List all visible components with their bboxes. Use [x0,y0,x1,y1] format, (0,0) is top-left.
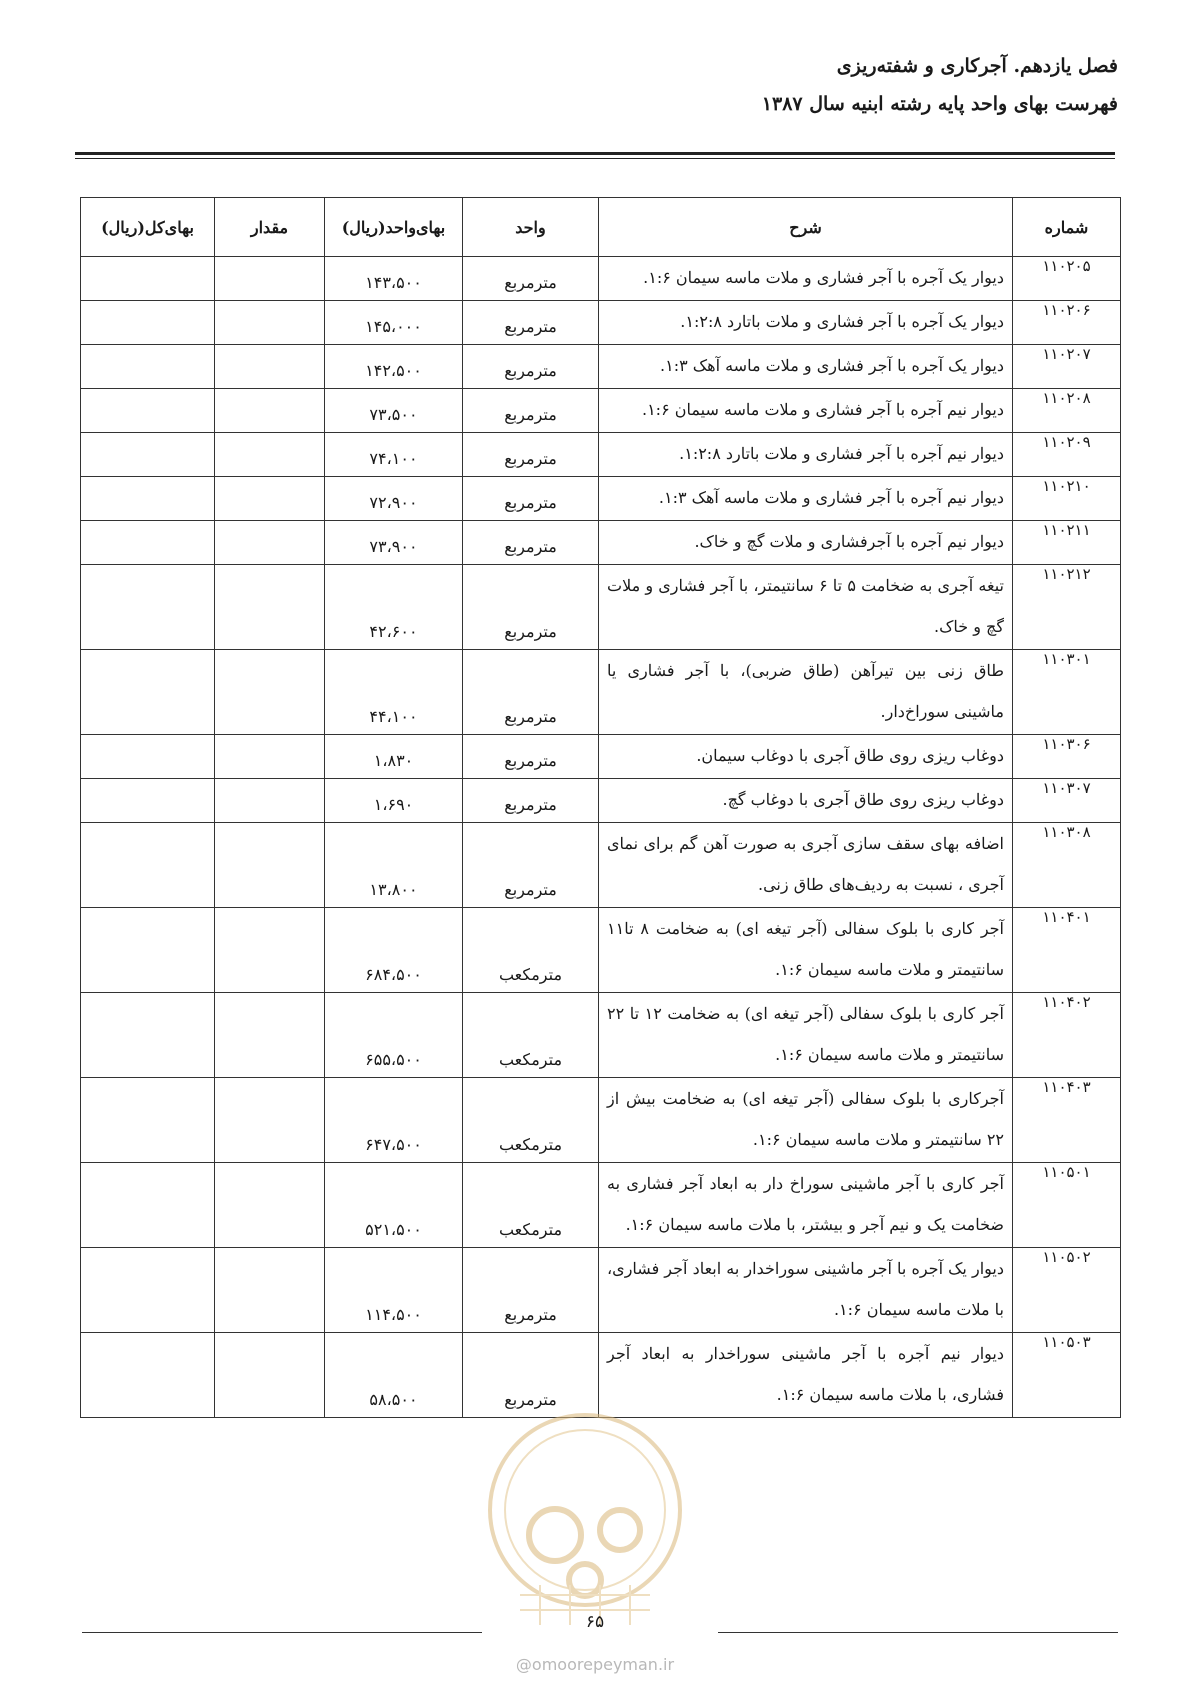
cell-quantity [215,993,325,1078]
cell-quantity [215,650,325,735]
cell-total-price [81,477,215,521]
cell-unit-price: ۱۴۲،۵۰۰ [325,345,463,389]
cell-quantity [215,389,325,433]
cell-total-price [81,823,215,908]
cell-quantity [215,433,325,477]
cell-total-price [81,1163,215,1248]
cell-unit: مترمکعب [463,1078,599,1163]
table-row [81,477,1121,521]
cell-unit: مترمربع [463,1248,599,1333]
table-row [81,301,1121,345]
cell-total-price [81,650,215,735]
cell-unit: مترمربع [463,1333,599,1418]
cell-number: ۱۱۰۲۰۶ [1013,301,1121,345]
cell-unit-price: ۷۴،۱۰۰ [325,433,463,477]
cell-unit-price: ۱۳،۸۰۰ [325,823,463,908]
cell-description: دیوار نیم آجره با آجر فشاری و ملات ماسه سیمان ۱:۶. [599,389,1013,433]
cell-unit: مترمکعب [463,1163,599,1248]
cell-description: آجرکاری با بلوک سفالی (آجر تیغه ای) به ضخامت بیش از ۲۲ سانتیمتر و ملات ماسه سیمان ۱:۶. [599,1078,1013,1163]
cell-number: ۱۱۰۲۰۹ [1013,433,1121,477]
page-header [72,52,1118,118]
cell-quantity [215,1333,325,1418]
cell-total-price [81,433,215,477]
publisher-seal-watermark [480,1405,690,1635]
cell-description: دیوار یک آجره با آجر فشاری و ملات باتارد ۱:۲:۸. [599,301,1013,345]
cell-quantity [215,565,325,650]
cell-unit: مترمربع [463,565,599,650]
cell-quantity [215,257,325,301]
cell-total-price [81,301,215,345]
cell-number: ۱۱۰۲۱۰ [1013,477,1121,521]
cell-description: طاق زنی بین تیرآهن (طاق ضربی)، با آجر فشاری یا ماشینی سوراخ‌دار. [599,650,1013,735]
cell-unit: مترمربع [463,257,599,301]
table-row [81,433,1121,477]
table-row [81,735,1121,779]
cell-unit-price: ۴۲،۶۰۰ [325,565,463,650]
table-row [81,1078,1121,1163]
cell-unit: مترمربع [463,477,599,521]
footer-rule-left [82,1632,482,1633]
table-header-row [81,198,1121,257]
cell-description: آجر کاری با بلوک سفالی (آجر تیغه ای) به ضخامت ۸ تا۱۱ سانتیمتر و ملات ماسه سیمان ۱:۶. [599,908,1013,993]
header-unit: واحد [463,198,599,257]
cell-unit: مترمربع [463,345,599,389]
cell-unit-price: ۷۳،۵۰۰ [325,389,463,433]
cell-quantity [215,735,325,779]
cell-quantity [215,301,325,345]
cell-description: دیوار نیم آجره با آجر ماشینی سوراخدار به ابعاد آجر فشاری، با ملات ماسه سیمان ۱:۶. [599,1333,1013,1418]
header-number: شماره [1013,198,1121,257]
table-row [81,1163,1121,1248]
table-row [81,257,1121,301]
cell-total-price [81,1078,215,1163]
cell-unit-price: ۷۲،۹۰۰ [325,477,463,521]
cell-number: ۱۱۰۲۰۸ [1013,389,1121,433]
cell-number: ۱۱۰۳۰۸ [1013,823,1121,908]
table-row [81,565,1121,650]
table-row [81,779,1121,823]
cell-unit-price: ۶۵۵،۵۰۰ [325,993,463,1078]
cell-number: ۱۱۰۴۰۳ [1013,1078,1121,1163]
page-number: ۶۵ [585,1612,605,1632]
cell-total-price [81,1333,215,1418]
cell-unit-price: ۴۴،۱۰۰ [325,650,463,735]
table-row [81,1248,1121,1333]
cell-number: ۱۱۰۳۰۱ [1013,650,1121,735]
cell-unit-price: ۶۴۷،۵۰۰ [325,1078,463,1163]
cell-number: ۱۱۰۲۰۵ [1013,257,1121,301]
cell-description: آجر کاری با بلوک سفالی (آجر تیغه ای) به ضخامت ۱۲ تا ۲۲ سانتیمتر و ملات ماسه سیمان ۱:۶. [599,993,1013,1078]
cell-quantity [215,345,325,389]
cell-unit-price: ۱۱۴،۵۰۰ [325,1248,463,1333]
cell-quantity [215,908,325,993]
table-row [81,650,1121,735]
cell-description: دیوار یک آجره با آجر ماشینی سوراخدار به ابعاد آجر فشاری، با ملات ماسه سیمان ۱:۶. [599,1248,1013,1333]
cell-total-price [81,1248,215,1333]
cell-unit-price: ۵۸،۵۰۰ [325,1333,463,1418]
cell-total-price [81,257,215,301]
table-row [81,521,1121,565]
cell-total-price [81,993,215,1078]
cell-quantity [215,823,325,908]
cell-total-price [81,389,215,433]
table-row [81,993,1121,1078]
cell-number: ۱۱۰۲۰۷ [1013,345,1121,389]
document-title: فهرست بهای واحد پایه رشته ابنیه سال ۱۳۸۷ [761,93,1118,115]
header-description: شرح [599,198,1013,257]
cell-unit: مترمربع [463,735,599,779]
cell-unit: مترمکعب [463,908,599,993]
watermark-url: @omoorepeyman.ir [515,1655,675,1674]
cell-unit: مترمربع [463,521,599,565]
table-row [81,908,1121,993]
table-row [81,345,1121,389]
cell-description: اضافه بهای سقف سازی آجری به صورت آهن گم برای نمای آجری ، نسبت به ردیف‌های طاق زنی. [599,823,1013,908]
cell-description: دیوار یک آجره با آجر فشاری و ملات ماسه سیمان ۱:۶. [599,257,1013,301]
cell-quantity [215,779,325,823]
header-quantity: مقدار [215,198,325,257]
header-divider-thick [75,152,1115,155]
cell-total-price [81,565,215,650]
cell-unit-price: ۵۲۱،۵۰۰ [325,1163,463,1248]
cell-unit: مترمربع [463,650,599,735]
cell-quantity [215,1248,325,1333]
cell-description: دیوار نیم آجره با آجرفشاری و ملات گچ و خاک. [599,521,1013,565]
cell-unit: مترمکعب [463,993,599,1078]
cell-description: دیوار یک آجره با آجر فشاری و ملات ماسه آهک ۱:۳. [599,345,1013,389]
header-divider-thin [75,158,1115,159]
cell-description: آجر کاری با آجر ماشینی سوراخ دار به ابعاد آجر فشاری به ضخامت یک و نیم آجر و بیشتر، با ملات ماسه سیمان ۱:۶. [599,1163,1013,1248]
cell-total-price [81,908,215,993]
cell-quantity [215,477,325,521]
cell-description: دوغاب ریزی روی طاق آجری با دوغاب گچ. [599,779,1013,823]
cell-number: ۱۱۰۴۰۱ [1013,908,1121,993]
cell-number: ۱۱۰۳۰۷ [1013,779,1121,823]
cell-unit-price: ۱۴۵،۰۰۰ [325,301,463,345]
cell-number: ۱۱۰۴۰۲ [1013,993,1121,1078]
cell-description: دیوار نیم آجره با آجر فشاری و ملات باتارد ۱:۲:۸. [599,433,1013,477]
cell-total-price [81,345,215,389]
cell-quantity [215,1163,325,1248]
table-body [81,257,1121,1418]
cell-number: ۱۱۰۵۰۳ [1013,1333,1121,1418]
cell-unit: مترمربع [463,823,599,908]
cell-number: ۱۱۰۲۱۱ [1013,521,1121,565]
cell-total-price [81,779,215,823]
cell-total-price [81,521,215,565]
cell-unit: مترمربع [463,301,599,345]
table-row [81,389,1121,433]
cell-description: دوغاب ریزی روی طاق آجری با دوغاب سیمان. [599,735,1013,779]
cell-unit: مترمربع [463,779,599,823]
price-list-table [80,197,1121,1418]
cell-unit: مترمربع [463,433,599,477]
cell-quantity [215,1078,325,1163]
cell-unit: مترمربع [463,389,599,433]
chapter-title: فصل یازدهم. آجرکاری و شفته‌ریزی [836,55,1118,77]
cell-number: ۱۱۰۲۱۲ [1013,565,1121,650]
cell-number: ۱۱۰۵۰۲ [1013,1248,1121,1333]
cell-number: ۱۱۰۵۰۱ [1013,1163,1121,1248]
cell-quantity [215,521,325,565]
cell-unit-price: ۱۴۳،۵۰۰ [325,257,463,301]
table-row [81,823,1121,908]
header-total-price: بهای‌کل(ریال) [81,198,215,257]
cell-description: تیغه آجری به ضخامت ۵ تا ۶ سانتیمتر، با آجر فشاری و ملات گچ و خاک. [599,565,1013,650]
cell-unit-price: ۷۳،۹۰۰ [325,521,463,565]
cell-unit-price: ۶۸۴،۵۰۰ [325,908,463,993]
cell-description: دیوار نیم آجره با آجر فشاری و ملات ماسه آهک ۱:۳. [599,477,1013,521]
cell-unit-price: ۱،۶۹۰ [325,779,463,823]
footer-rule-right [718,1632,1118,1633]
header-unit-price: بهای‌واحد(ریال) [325,198,463,257]
cell-total-price [81,735,215,779]
cell-number: ۱۱۰۳۰۶ [1013,735,1121,779]
cell-unit-price: ۱،۸۳۰ [325,735,463,779]
